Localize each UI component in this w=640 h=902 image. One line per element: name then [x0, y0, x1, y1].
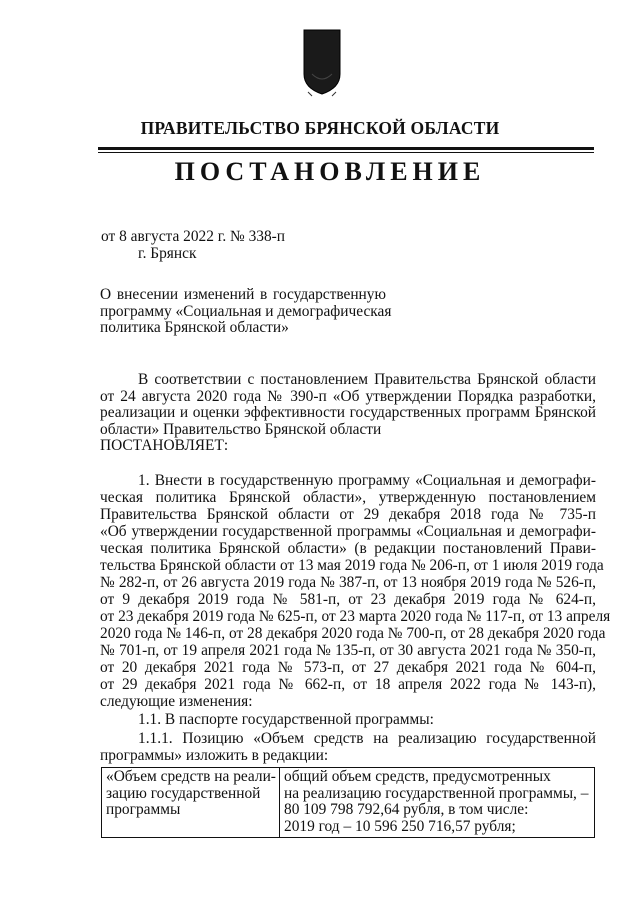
preamble-line: В соответствии с постановлением Правительства Брянской области [138, 371, 596, 388]
body-line: № 701-п, от 19 апреля 2021 года № 135-п, от 30 августа 2021 года № 350-п, [100, 642, 596, 659]
table-cell-position [102, 768, 280, 838]
resolution-keyword: ПОСТАНОВЛЯЕТ: [100, 437, 229, 454]
table-cell-line: «Объем средств на реали- [106, 768, 276, 785]
table-cell-value [280, 768, 595, 838]
body-line: «Об утверждении государственной программы «Социальная и демографи- [100, 523, 596, 540]
table-cell-line: 80 109 798 792,64 рубля, в том числе: [284, 801, 529, 818]
header-divider-thin [98, 152, 594, 153]
body-line: № 282-п, от 26 августа 2019 года № 387-п, от 13 ноября 2019 года № 526-п, [100, 574, 596, 591]
table-cell-line: зацию государственной [106, 784, 261, 802]
subject-line: политика Брянской области» [100, 319, 289, 336]
body-line: от 29 декабря 2021 года № 662-п, от 18 апреля 2022 года № 143-п), [100, 676, 596, 693]
table-row [102, 768, 595, 838]
subject-line: программу «Социальная и демографическая [100, 303, 392, 320]
table-cell-line: 2019 год – 10 596 250 716,57 рубля; [284, 817, 516, 835]
body-line: от 23 декабря 2019 года № 625-п, от 23 марта 2020 года № 117-п, от 13 апреля [100, 608, 611, 625]
date-and-number: от 8 августа 2022 г. № 338-п [101, 228, 286, 245]
document-type-title: ПОСТАНОВЛЕНИЕ [174, 157, 486, 186]
body-line: тельства Брянской области от 13 мая 2019 года № 206-п, от 1 июля 2019 года [100, 557, 604, 574]
subject-line: О внесении изменений в государственную [100, 286, 386, 303]
preamble-line: реализации и оценки эффективности государственных программ Брянской [100, 404, 596, 421]
body-line: 2020 года № 146-п, от 28 декабря 2020 года № 700-п, от 28 декабря 2020 года [100, 625, 606, 642]
preamble-line: от 24 августа 2020 года № 390-п «Об утверждении Порядка разработки, [100, 388, 596, 405]
table-cell-line: общий объем средств, предусмотренных [284, 768, 551, 785]
body-line: Правительства Брянской области от 29 декабря 2018 года № 735-п [100, 506, 596, 523]
table-cell-line: на реализацию государственной программы, – [284, 784, 589, 802]
body-line: 1.1.1. Позицию «Объем средств на реализацию государственной [138, 730, 596, 747]
body-line: программы» изложить в редакции: [100, 747, 329, 764]
body-line: ческая политика Брянской области», утвержденную постановлением [100, 489, 596, 506]
city: г. Брянск [138, 245, 197, 262]
preamble-line: области» Правительство Брянской области [100, 421, 382, 438]
body-line: от 9 декабря 2019 года № 581-п, от 23 декабря 2019 года № 624-п, [100, 591, 596, 608]
header-divider-thick [98, 147, 594, 150]
organization-title: ПРАВИТЕЛЬСТВО БРЯНСКОЙ ОБЛАСТИ [140, 118, 500, 138]
funding-table [101, 767, 595, 838]
table-cell-line: программы [106, 801, 181, 818]
body-line: следующие изменения: [100, 693, 253, 710]
body-line: ческая политика Брянской области» (в редакции постановлений Прави- [100, 540, 596, 557]
body-line: 1.1. В паспорте государственной программы: [138, 711, 434, 728]
body-line: 1. Внести в государственную программу «Социальная и демографи- [138, 472, 596, 489]
body-line: от 20 декабря 2021 года № 573-п, от 27 декабря 2021 года № 604-п, [100, 659, 596, 676]
coat-of-arms-emblem [298, 26, 346, 98]
